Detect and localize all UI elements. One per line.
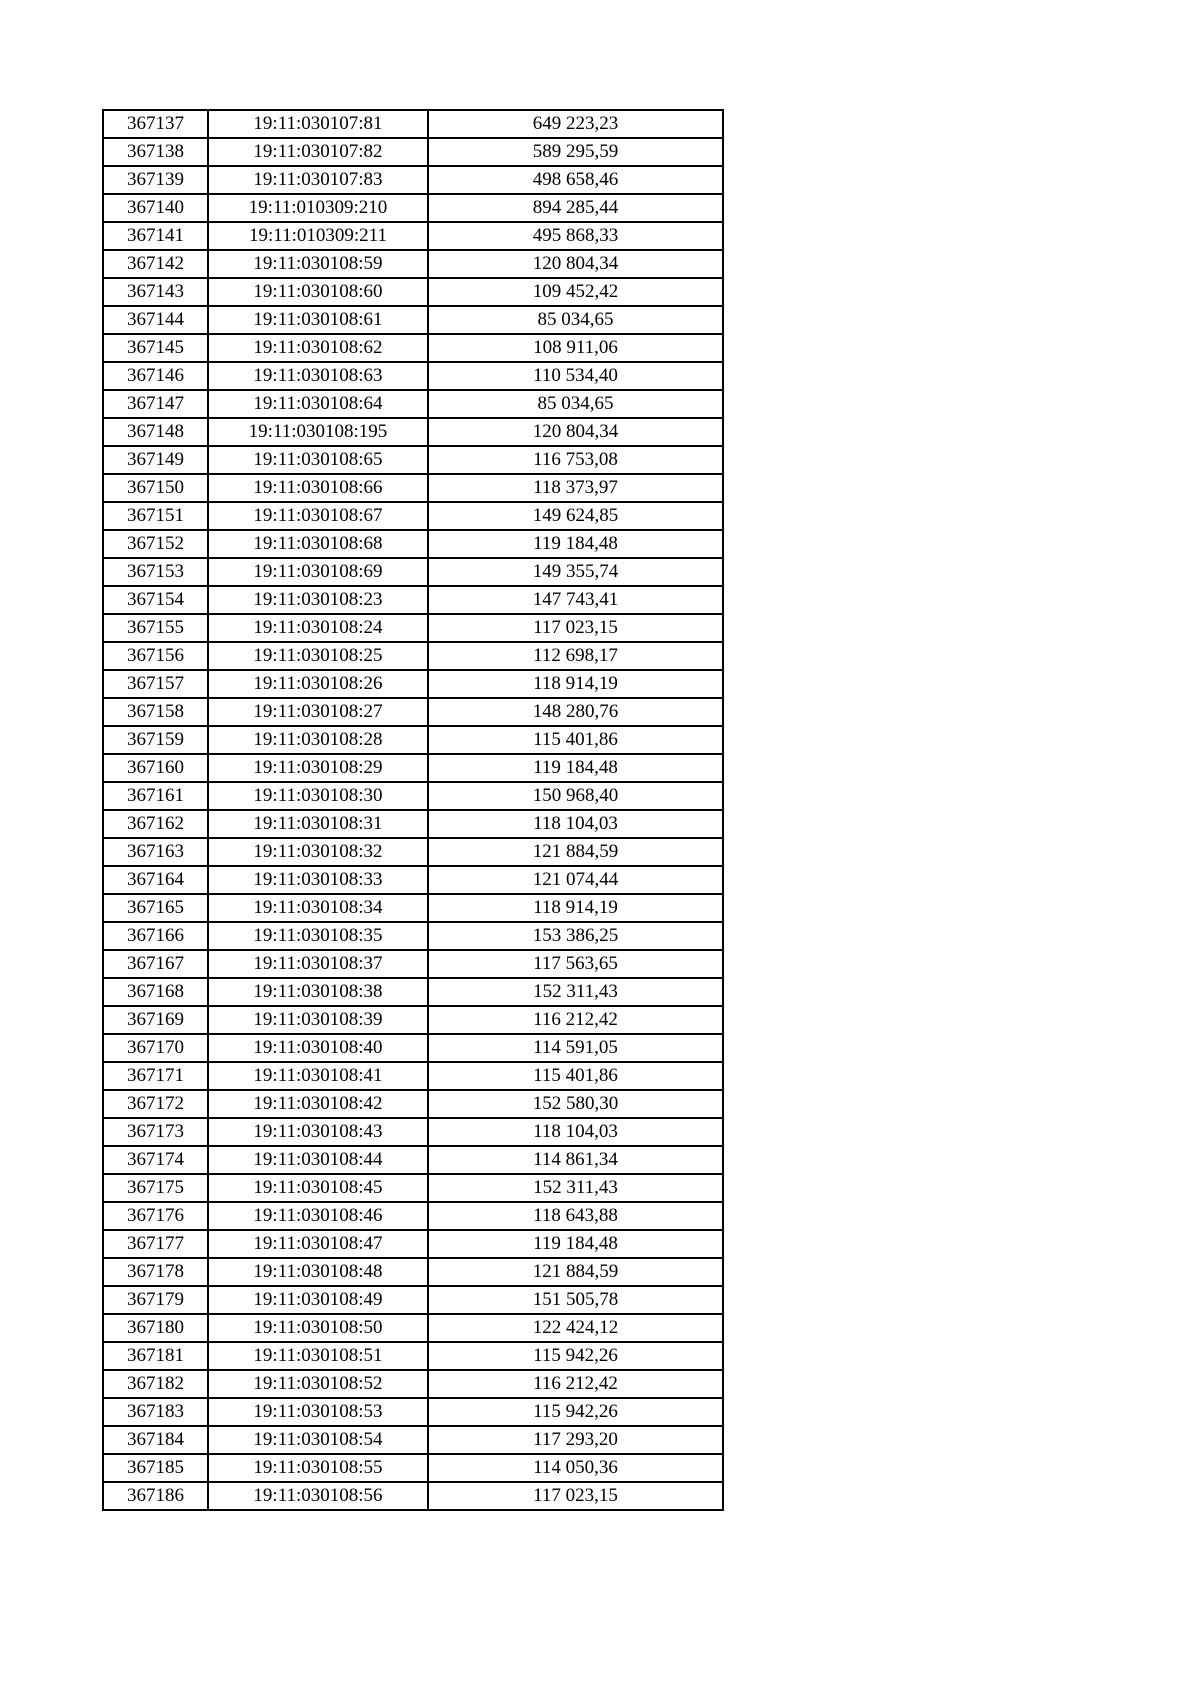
cadastral-number-cell: 19:11:030108:40 xyxy=(208,1034,428,1062)
cadastral-value-cell: 118 373,97 xyxy=(428,474,723,502)
cadastral-value-cell: 115 401,86 xyxy=(428,1062,723,1090)
row-number-cell: 367159 xyxy=(103,726,208,754)
cadastral-value-cell: 116 212,42 xyxy=(428,1006,723,1034)
cadastral-number-cell: 19:11:030108:51 xyxy=(208,1342,428,1370)
row-number-cell: 367147 xyxy=(103,390,208,418)
cadastral-value-cell: 151 505,78 xyxy=(428,1286,723,1314)
row-number-cell: 367172 xyxy=(103,1090,208,1118)
cadastral-value-cell: 121 884,59 xyxy=(428,1258,723,1286)
cadastral-number-cell: 19:11:030108:54 xyxy=(208,1426,428,1454)
table-row xyxy=(103,1062,723,1090)
cadastral-number-cell: 19:11:030108:41 xyxy=(208,1062,428,1090)
cadastral-number-cell: 19:11:030108:43 xyxy=(208,1118,428,1146)
cadastral-value-cell: 120 804,34 xyxy=(428,418,723,446)
row-number-cell: 367183 xyxy=(103,1398,208,1426)
row-number-cell: 367174 xyxy=(103,1146,208,1174)
cadastral-value-cell: 114 861,34 xyxy=(428,1146,723,1174)
cadastral-number-cell: 19:11:030108:68 xyxy=(208,530,428,558)
table-row xyxy=(103,474,723,502)
cadastral-value-cell: 894 285,44 xyxy=(428,194,723,222)
row-number-cell: 367164 xyxy=(103,866,208,894)
row-number-cell: 367152 xyxy=(103,530,208,558)
cadastral-value-cell: 85 034,65 xyxy=(428,306,723,334)
cadastral-value-cell: 152 311,43 xyxy=(428,978,723,1006)
cadastral-number-cell: 19:11:030108:39 xyxy=(208,1006,428,1034)
table-row xyxy=(103,1090,723,1118)
cadastral-number-cell: 19:11:030108:35 xyxy=(208,922,428,950)
cadastral-number-cell: 19:11:030108:29 xyxy=(208,754,428,782)
row-number-cell: 367151 xyxy=(103,502,208,530)
cadastral-value-cell: 118 914,19 xyxy=(428,670,723,698)
table-row xyxy=(103,1146,723,1174)
row-number-cell: 367167 xyxy=(103,950,208,978)
row-number-cell: 367155 xyxy=(103,614,208,642)
cadastral-number-cell: 19:11:030108:55 xyxy=(208,1454,428,1482)
table-row xyxy=(103,1454,723,1482)
cadastral-value-cell: 119 184,48 xyxy=(428,1230,723,1258)
cadastral-value-cell: 118 914,19 xyxy=(428,894,723,922)
cadastral-number-cell: 19:11:030108:46 xyxy=(208,1202,428,1230)
cadastral-value-table xyxy=(102,109,724,1511)
cadastral-number-cell: 19:11:030108:42 xyxy=(208,1090,428,1118)
row-number-cell: 367145 xyxy=(103,334,208,362)
cadastral-value-cell: 150 968,40 xyxy=(428,782,723,810)
table-row xyxy=(103,138,723,166)
table-row xyxy=(103,502,723,530)
cadastral-value-cell: 109 452,42 xyxy=(428,278,723,306)
cadastral-value-cell: 649 223,23 xyxy=(428,110,723,138)
cadastral-value-cell: 121 074,44 xyxy=(428,866,723,894)
row-number-cell: 367138 xyxy=(103,138,208,166)
table-row xyxy=(103,1426,723,1454)
row-number-cell: 367185 xyxy=(103,1454,208,1482)
row-number-cell: 367153 xyxy=(103,558,208,586)
table-row xyxy=(103,530,723,558)
table-row xyxy=(103,838,723,866)
row-number-cell: 367160 xyxy=(103,754,208,782)
row-number-cell: 367139 xyxy=(103,166,208,194)
cadastral-number-cell: 19:11:010309:210 xyxy=(208,194,428,222)
cadastral-value-cell: 115 942,26 xyxy=(428,1398,723,1426)
cadastral-value-cell: 498 658,46 xyxy=(428,166,723,194)
cadastral-number-cell: 19:11:030108:30 xyxy=(208,782,428,810)
cadastral-value-cell: 110 534,40 xyxy=(428,362,723,390)
row-number-cell: 367176 xyxy=(103,1202,208,1230)
row-number-cell: 367175 xyxy=(103,1174,208,1202)
table-row xyxy=(103,586,723,614)
row-number-cell: 367173 xyxy=(103,1118,208,1146)
table-row xyxy=(103,1118,723,1146)
cadastral-number-cell: 19:11:030108:23 xyxy=(208,586,428,614)
cadastral-value-cell: 153 386,25 xyxy=(428,922,723,950)
cadastral-number-cell: 19:11:030108:31 xyxy=(208,810,428,838)
row-number-cell: 367178 xyxy=(103,1258,208,1286)
row-number-cell: 367182 xyxy=(103,1370,208,1398)
table-row xyxy=(103,1258,723,1286)
row-number-cell: 367154 xyxy=(103,586,208,614)
table-row xyxy=(103,278,723,306)
row-number-cell: 367171 xyxy=(103,1062,208,1090)
table-row xyxy=(103,418,723,446)
cadastral-value-cell: 152 580,30 xyxy=(428,1090,723,1118)
cadastral-value-cell: 120 804,34 xyxy=(428,250,723,278)
table-row xyxy=(103,306,723,334)
table-row xyxy=(103,698,723,726)
table-row xyxy=(103,334,723,362)
table-row xyxy=(103,642,723,670)
table-row xyxy=(103,1370,723,1398)
row-number-cell: 367179 xyxy=(103,1286,208,1314)
row-number-cell: 367150 xyxy=(103,474,208,502)
cadastral-number-cell: 19:11:010309:211 xyxy=(208,222,428,250)
table-row xyxy=(103,978,723,1006)
cadastral-value-cell: 495 868,33 xyxy=(428,222,723,250)
cadastral-value-cell: 112 698,17 xyxy=(428,642,723,670)
cadastral-number-cell: 19:11:030108:63 xyxy=(208,362,428,390)
row-number-cell: 367181 xyxy=(103,1342,208,1370)
table-row xyxy=(103,1314,723,1342)
cadastral-value-cell: 117 293,20 xyxy=(428,1426,723,1454)
cadastral-value-cell: 122 424,12 xyxy=(428,1314,723,1342)
cadastral-number-cell: 19:11:030108:25 xyxy=(208,642,428,670)
cadastral-number-cell: 19:11:030108:44 xyxy=(208,1146,428,1174)
cadastral-number-cell: 19:11:030108:32 xyxy=(208,838,428,866)
cadastral-number-cell: 19:11:030108:66 xyxy=(208,474,428,502)
cadastral-number-cell: 19:11:030108:67 xyxy=(208,502,428,530)
table-row xyxy=(103,1398,723,1426)
cadastral-value-cell: 108 911,06 xyxy=(428,334,723,362)
cadastral-number-cell: 19:11:030108:56 xyxy=(208,1482,428,1510)
cadastral-number-cell: 19:11:030108:47 xyxy=(208,1230,428,1258)
table-row xyxy=(103,1286,723,1314)
cadastral-number-cell: 19:11:030108:52 xyxy=(208,1370,428,1398)
cadastral-value-cell: 118 104,03 xyxy=(428,1118,723,1146)
table-row xyxy=(103,166,723,194)
row-number-cell: 367148 xyxy=(103,418,208,446)
row-number-cell: 367158 xyxy=(103,698,208,726)
table-row xyxy=(103,110,723,138)
row-number-cell: 367137 xyxy=(103,110,208,138)
row-number-cell: 367170 xyxy=(103,1034,208,1062)
table-row xyxy=(103,558,723,586)
cadastral-number-cell: 19:11:030108:69 xyxy=(208,558,428,586)
row-number-cell: 367180 xyxy=(103,1314,208,1342)
cadastral-number-cell: 19:11:030107:81 xyxy=(208,110,428,138)
table-body xyxy=(103,110,723,1510)
table-row xyxy=(103,810,723,838)
cadastral-number-cell: 19:11:030108:64 xyxy=(208,390,428,418)
cadastral-value-cell: 119 184,48 xyxy=(428,754,723,782)
cadastral-number-cell: 19:11:030108:33 xyxy=(208,866,428,894)
table-row xyxy=(103,446,723,474)
cadastral-number-cell: 19:11:030108:27 xyxy=(208,698,428,726)
row-number-cell: 367141 xyxy=(103,222,208,250)
cadastral-number-cell: 19:11:030108:65 xyxy=(208,446,428,474)
table-row xyxy=(103,670,723,698)
row-number-cell: 367156 xyxy=(103,642,208,670)
row-number-cell: 367168 xyxy=(103,978,208,1006)
cadastral-number-cell: 19:11:030108:59 xyxy=(208,250,428,278)
row-number-cell: 367186 xyxy=(103,1482,208,1510)
cadastral-number-cell: 19:11:030108:38 xyxy=(208,978,428,1006)
cadastral-value-cell: 148 280,76 xyxy=(428,698,723,726)
row-number-cell: 367143 xyxy=(103,278,208,306)
row-number-cell: 367162 xyxy=(103,810,208,838)
cadastral-number-cell: 19:11:030108:24 xyxy=(208,614,428,642)
table-row xyxy=(103,1006,723,1034)
cadastral-number-cell: 19:11:030108:49 xyxy=(208,1286,428,1314)
table-row xyxy=(103,726,723,754)
table-row xyxy=(103,1174,723,1202)
cadastral-value-cell: 118 643,88 xyxy=(428,1202,723,1230)
cadastral-number-cell: 19:11:030108:45 xyxy=(208,1174,428,1202)
table-row xyxy=(103,362,723,390)
table-row xyxy=(103,614,723,642)
row-number-cell: 367177 xyxy=(103,1230,208,1258)
cadastral-number-cell: 19:11:030107:83 xyxy=(208,166,428,194)
cadastral-value-cell: 115 401,86 xyxy=(428,726,723,754)
cadastral-number-cell: 19:11:030108:60 xyxy=(208,278,428,306)
table-row xyxy=(103,922,723,950)
cadastral-number-cell: 19:11:030107:82 xyxy=(208,138,428,166)
cadastral-value-cell: 119 184,48 xyxy=(428,530,723,558)
table-row xyxy=(103,1034,723,1062)
cadastral-value-cell: 117 563,65 xyxy=(428,950,723,978)
table-row xyxy=(103,1342,723,1370)
table-row xyxy=(103,894,723,922)
table-row xyxy=(103,1482,723,1510)
row-number-cell: 367161 xyxy=(103,782,208,810)
row-number-cell: 367166 xyxy=(103,922,208,950)
cadastral-value-cell: 115 942,26 xyxy=(428,1342,723,1370)
cadastral-value-cell: 116 212,42 xyxy=(428,1370,723,1398)
cadastral-value-cell: 118 104,03 xyxy=(428,810,723,838)
cadastral-value-cell: 117 023,15 xyxy=(428,614,723,642)
cadastral-value-cell: 147 743,41 xyxy=(428,586,723,614)
table-row xyxy=(103,222,723,250)
table-row xyxy=(103,1202,723,1230)
cadastral-value-cell: 589 295,59 xyxy=(428,138,723,166)
table-row xyxy=(103,754,723,782)
table-row xyxy=(103,390,723,418)
row-number-cell: 367146 xyxy=(103,362,208,390)
cadastral-number-cell: 19:11:030108:28 xyxy=(208,726,428,754)
table-row xyxy=(103,250,723,278)
row-number-cell: 367142 xyxy=(103,250,208,278)
table-row xyxy=(103,782,723,810)
cadastral-value-cell: 149 355,74 xyxy=(428,558,723,586)
cadastral-value-cell: 114 591,05 xyxy=(428,1034,723,1062)
cadastral-number-cell: 19:11:030108:48 xyxy=(208,1258,428,1286)
row-number-cell: 367169 xyxy=(103,1006,208,1034)
cadastral-number-cell: 19:11:030108:195 xyxy=(208,418,428,446)
row-number-cell: 367184 xyxy=(103,1426,208,1454)
cadastral-number-cell: 19:11:030108:50 xyxy=(208,1314,428,1342)
row-number-cell: 367144 xyxy=(103,306,208,334)
cadastral-value-cell: 149 624,85 xyxy=(428,502,723,530)
row-number-cell: 367149 xyxy=(103,446,208,474)
cadastral-value-cell: 116 753,08 xyxy=(428,446,723,474)
row-number-cell: 367140 xyxy=(103,194,208,222)
table-row xyxy=(103,950,723,978)
cadastral-value-cell: 85 034,65 xyxy=(428,390,723,418)
cadastral-value-cell: 121 884,59 xyxy=(428,838,723,866)
table-row xyxy=(103,1230,723,1258)
table-row xyxy=(103,866,723,894)
row-number-cell: 367163 xyxy=(103,838,208,866)
cadastral-value-cell: 114 050,36 xyxy=(428,1454,723,1482)
row-number-cell: 367165 xyxy=(103,894,208,922)
cadastral-value-cell: 152 311,43 xyxy=(428,1174,723,1202)
cadastral-number-cell: 19:11:030108:34 xyxy=(208,894,428,922)
cadastral-number-cell: 19:11:030108:26 xyxy=(208,670,428,698)
cadastral-number-cell: 19:11:030108:53 xyxy=(208,1398,428,1426)
cadastral-value-cell: 117 023,15 xyxy=(428,1482,723,1510)
cadastral-number-cell: 19:11:030108:62 xyxy=(208,334,428,362)
cadastral-number-cell: 19:11:030108:61 xyxy=(208,306,428,334)
row-number-cell: 367157 xyxy=(103,670,208,698)
table-row xyxy=(103,194,723,222)
cadastral-number-cell: 19:11:030108:37 xyxy=(208,950,428,978)
